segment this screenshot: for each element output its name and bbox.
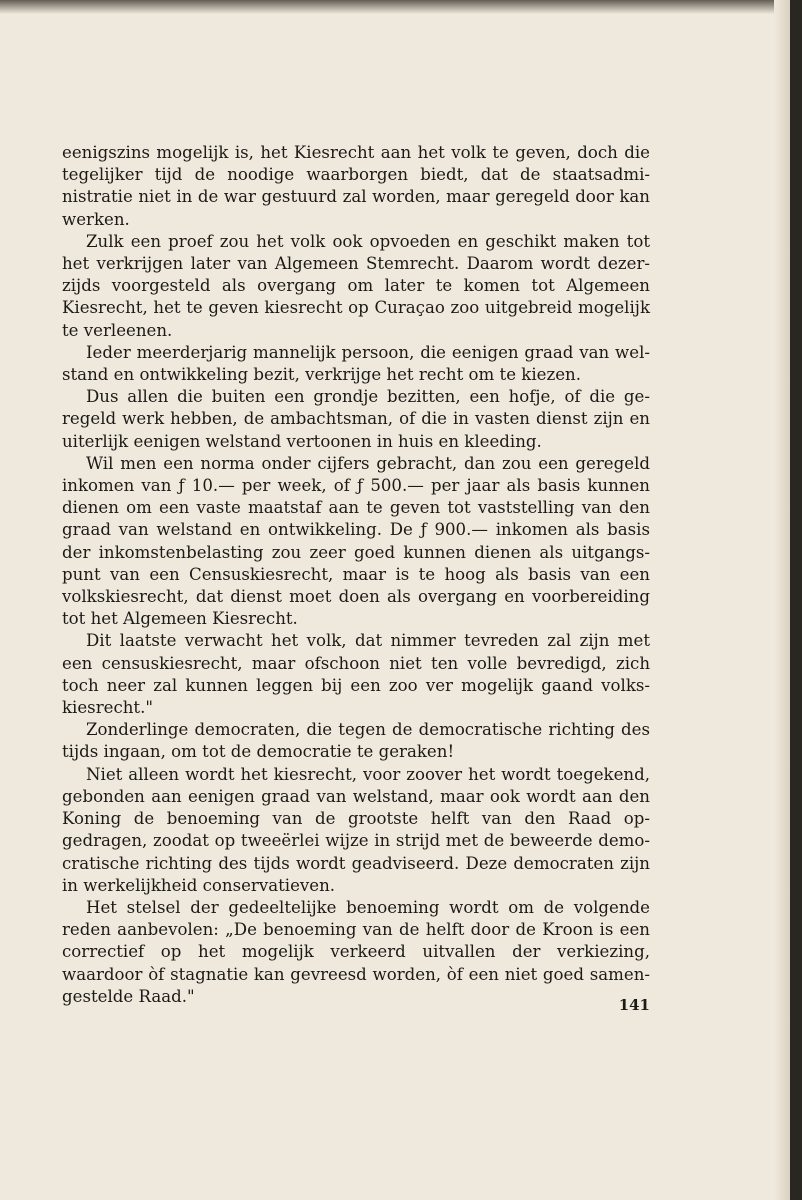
paragraph: Zonderlinge democraten, die tegen de democratische richting des tijds ingaan, om tot de democratie te geraken! <box>62 720 650 762</box>
paragraph: Het stelsel der gedeeltelijke benoeming wordt om de volgende reden aanbevolen: „De benoeming van de helft door de Kroon is een correctief op het mogelijk verkeerd uitvallen der verkiezing, waardoor òf stagnatie kan gevreesd worden, òf een niet goed samengestelde Raad." <box>62 897 650 1006</box>
paragraph: Niet alleen wordt het kiesrecht, voor zoover het wordt toegekend, gebonden aan eenigen graad van welstand, maar ook wordt aan den Koning de benoeming van de grootste helft van den Raad opgedragen, zoodat op tweeërlei wijze in strijd met de beweerde democratische richting des tijds wordt geadviseerd. Deze democraten zijn in werkelijkheid conservatieven. <box>62 764 650 895</box>
paragraph: Wil men een norma onder cijfers gebracht, dan zou een geregeld inkomen van ƒ 10.— per week, of ƒ 500.— per jaar als basis kunnen dienen om een vaste maatstaf aan te geven tot vaststelling van den graad van welstand en ontwikkeling. De ƒ 900.— inkomen als basis der inkomstenbelasting zou zeer goed kunnen dienen als uitgangspunt van een Censuskiesrecht, maar is te hoog als basis van een volkskiesrecht, dat dienst moet doen als overgang en voorbereiding tot het Algemeen Kiesrecht. <box>62 453 650 629</box>
paragraph: Dus allen die buiten een grondje bezitten, een hofje, of die geregeld werk hebben, de ambachtsman, of die in vasten dienst zijn en uiterlijk eenigen welstand vertoonen in huis en kleeding. <box>62 387 650 451</box>
page-edge-shadow-right <box>774 0 790 1200</box>
body-text <box>62 142 650 1008</box>
paragraph: Zulk een proef zou het volk ook opvoeden en geschikt maken tot het verkrijgen later van Algemeen Stemrecht. Daarom wordt dezerzijds voorgesteld als overgang om later te komen tot Algemeen Kiesrecht, het te geven kiesrecht op Curaçao zoo uitgebreid mogelijk te verleenen. <box>62 231 650 340</box>
paragraph: Ieder meerderjarig mannelijk persoon, die eenigen graad van welstand en ontwikkeling bezit, verkrijge het recht om te kiezen. <box>62 342 650 385</box>
page-edge-shadow-top <box>0 0 790 14</box>
paragraph: Dit laatste verwacht het volk, dat nimmer tevreden zal zijn met een censuskiesrecht, maar ofschoon niet ten volle bevredigd, zich toch neer zal kunnen leggen bij een zoo ver mogelijk gaand volkskiesrecht." <box>62 631 650 718</box>
paragraph: eenigszins mogelijk is, het Kiesrecht aan het volk te geven, doch die tegelijker tijd de noodige waarborgen biedt, dat de staatsadministratie niet in de war gestuurd zal worden, maar geregeld door kan werken. <box>62 143 650 229</box>
page-number: 141 <box>618 996 650 1014</box>
